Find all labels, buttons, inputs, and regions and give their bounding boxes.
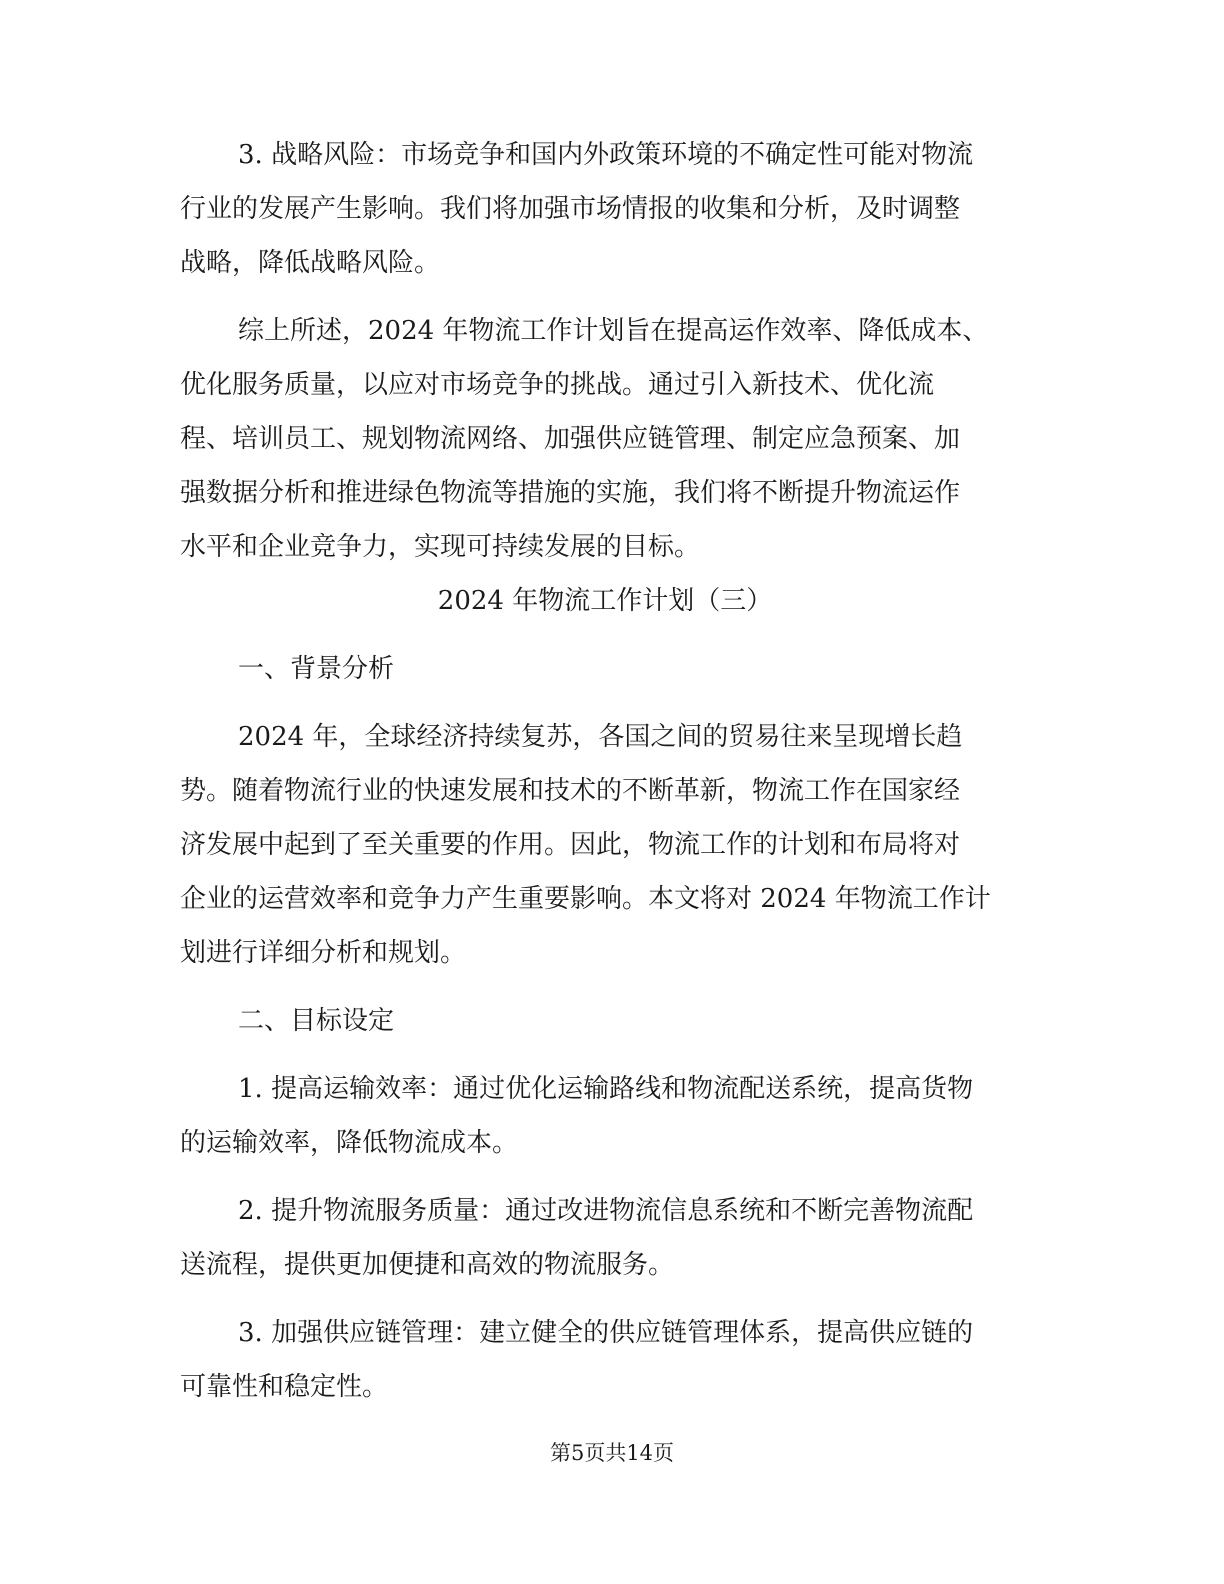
- paragraph-goal-1: [180, 1062, 1030, 1170]
- text-line: 送流程，提供更加便捷和高效的物流服务。: [180, 1250, 675, 1280]
- text-line: 战略，降低战略风险。: [180, 248, 441, 278]
- text-line: 一、背景分析: [238, 654, 395, 684]
- text-line: 程、培训员工、规划物流网络、加强供应链管理、制定应急预案、加: [180, 424, 961, 454]
- text-line: 综上所述，2024 年物流工作计划旨在提高运作效率、降低成本、: [238, 316, 989, 346]
- section-title: 2024 年物流工作计划（三）: [437, 586, 773, 616]
- paragraph-goal-3: [180, 1306, 1030, 1414]
- paragraph-summary: [180, 304, 1030, 574]
- text-line: 势。随着物流行业的快速发展和技术的不断革新，物流工作在国家经: [180, 776, 961, 806]
- text-line: 1. 提高运输效率：通过优化运输路线和物流配送系统，提高货物: [238, 1074, 974, 1104]
- text-line: 的运输效率，降低物流成本。: [180, 1128, 519, 1158]
- text-line: 济发展中起到了至关重要的作用。因此，物流工作的计划和布局将对: [180, 830, 961, 860]
- text-line: 2024 年，全球经济持续复苏，各国之间的贸易往来呈现增长趋: [238, 722, 963, 752]
- text-line: 可靠性和稳定性。: [180, 1372, 389, 1402]
- text-line: 二、目标设定: [238, 1006, 395, 1036]
- paragraph-background: [180, 710, 1030, 980]
- section-heading-background: [180, 642, 1030, 696]
- text-line: 水平和企业竞争力，实现可持续发展的目标。: [180, 532, 701, 562]
- text-line: 划进行详细分析和规划。: [180, 938, 467, 968]
- text-line: 3. 加强供应链管理：建立健全的供应链管理体系，提高供应链的: [238, 1318, 974, 1348]
- section-heading-goals: [180, 994, 1030, 1048]
- text-line: 3. 战略风险：市场竞争和国内外政策环境的不确定性可能对物流: [238, 140, 974, 170]
- text-line: 优化服务质量，以应对市场竞争的挑战。通过引入新技术、优化流: [180, 370, 935, 400]
- paragraph-goal-2: [180, 1184, 1030, 1292]
- text-line: 企业的运营效率和竞争力产生重要影响。本文将对 2024 年物流工作计: [180, 884, 991, 914]
- paragraph-strategy-risk: [180, 128, 1030, 290]
- text-line: 2. 提升物流服务质量：通过改进物流信息系统和不断完善物流配: [238, 1196, 974, 1226]
- text-line: 行业的发展产生影响。我们将加强市场情报的收集和分析，及时调整: [180, 194, 961, 224]
- document-body: [180, 128, 1030, 1414]
- text-line: 强数据分析和推进绿色物流等措施的实施，我们将不断提升物流运作: [180, 478, 961, 508]
- page-number: 第5页共14页: [549, 1441, 675, 1465]
